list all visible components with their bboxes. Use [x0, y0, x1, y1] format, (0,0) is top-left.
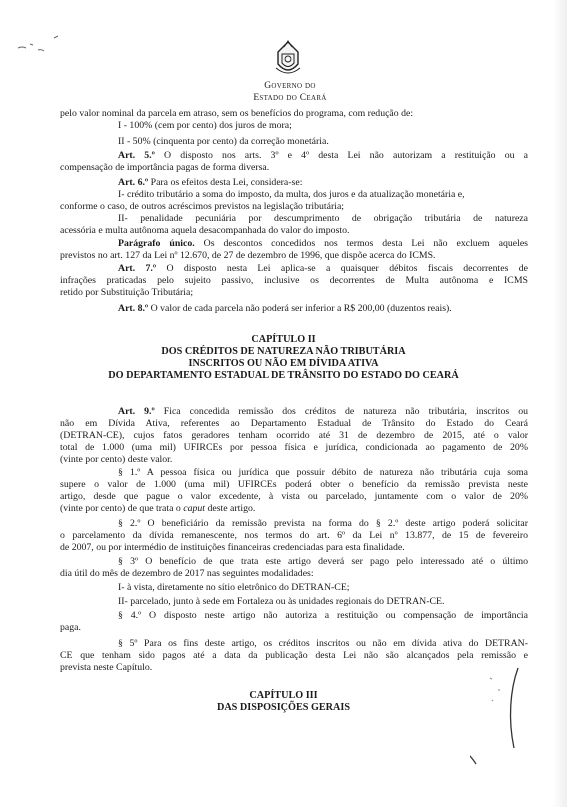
art6-label: Art. 6.º — [118, 177, 149, 188]
art6-ii-line-1: II- penalidade pecuniária por descumprimento de obrigação tributária de natureza — [118, 213, 528, 224]
art6-line-1: Art. 6.º Para os efeitos desta Lei, considera-se: — [118, 177, 303, 188]
p3-item-ii: II- parcelado, junto à sede em Fortaleza ou às unidades regionais do DETRAN-CE. — [118, 596, 445, 607]
art5-label: Art. 5.º — [118, 150, 155, 161]
paragrafo-line-1: Parágrafo único. Os descontos concedidos nos termos desta Lei não excluem aqueles — [118, 238, 528, 249]
p1-line-1: § 1.º A pessoa física ou jurídica que possuir débito de natureza não tributária cuja soma — [118, 467, 528, 478]
p5-line-1: § 5º Para os fins deste artigo, os créditos inscritos ou não em dívida ativa do DETRAN- — [118, 638, 528, 649]
p1-line-2: supere o valor de 1.000 (uma mil) UFIRCEs poderá obter o benefício da remissão prevista neste — [60, 479, 528, 490]
chapter2-subtitle-2: INSCRITOS OU NÃO EM DÍVIDA ATIVA — [188, 358, 379, 369]
art9-line-4: total de 1.000 (uma mil) UFIRCEs por pessoa física e jurídica, condicionada ao pagamento de 20% — [60, 442, 528, 453]
p2-line-2: o parcelamento da dívida remanescente, nos termos do art. 6º da Lei nº 13.877, de 15 de fevereiro — [60, 530, 528, 541]
p3-item-i: I- à vista, diretamente no sítio eletrônico do DETRAN-CE; — [118, 582, 350, 593]
paragrafo-label: Parágrafo único. — [118, 238, 195, 249]
header-line-2: Estado do Ceará — [253, 93, 327, 103]
chapter2-subtitle-1: DOS CRÉDITOS DE NATUREZA NÃO TRIBUTÁRIA — [161, 346, 406, 357]
intro-line: pelo valor nominal da parcela em atraso, sem os benefícios do programa, com redução de: — [60, 108, 414, 119]
art9-line-3: (DETRAN-CE), cujos fatos geradores tenham ocorrido até 31 de dezembro de 2015, até o valor — [60, 430, 528, 441]
art9-line-1: Art. 9.º Fica concedida remissão dos créditos de natureza não tributária, inscritos ou — [118, 406, 528, 417]
p4-line-2: paga. — [60, 622, 81, 633]
p1-line-3: artigo, desde que pague o valor excedente, à vista ou parcelado, juntamente com o valor de 20% — [60, 491, 528, 502]
art9-line-5: (vinte por cento) deste valor. — [60, 454, 173, 465]
p3-line-2: dia útil do mês de dezembro de 2017 nas seguintes modalidades: — [60, 568, 314, 579]
p2-line-1: § 2.º O beneficiário da remissão prevista na forma do § 2.º deste artigo poderá solicitar — [118, 518, 528, 529]
chapter2-subtitle-3: DO DEPARTAMENTO ESTADUAL DE TRÂNSITO DO ESTADO DO CEARÁ — [108, 370, 459, 381]
p1-line-4: (vinte por cento) de que trata o caput deste artigo. — [60, 503, 256, 514]
handwritten-marks — [14, 26, 74, 56]
art7-line-3: retido por Substituição Tributária; — [60, 287, 194, 298]
item-ii: II - 50% (cinquenta por cento) da correção monetária. — [118, 136, 329, 147]
header-line-1: Governo do — [264, 81, 316, 91]
art8-label: Art. 8.º — [118, 303, 149, 314]
p2-line-3: de 2007, ou por intermédio de instituições financeiras credenciadas para esta finalidade. — [60, 542, 405, 553]
art7-line-2: infrações praticadas pelo sujeito passivo, inclusive os decorrentes de Multa autônoma e ICMS — [60, 275, 528, 286]
p3-line-1: § 3º O benefício de que trata este artigo deverá ser pago pelo interessado até o último — [118, 556, 528, 567]
p5-line-2: CE que tenham sido pagos até a data da publicação desta Lei não são alcançados pela remissão e — [60, 650, 528, 661]
art9-line-2: não em Dívida Ativa, referentes ao Departamento Estadual de Trânsito do Estado do Ceará — [60, 418, 528, 429]
art5-line-1: Art. 5.º O disposto nos arts. 3º e 4º desta Lei não autorizam a restituição ou a — [118, 150, 529, 161]
art8-line: Art. 8.º O valor de cada parcela não poderá ser inferior a R$ 200,00 (duzentos reais). — [118, 303, 452, 314]
art9-label: Art. 9.º — [118, 406, 155, 417]
item-i: I - 100% (cem por cento) dos juros de mora; — [118, 120, 292, 131]
art6-i-line-2: conforme o caso, de outros acréscimos previstos na legislação tributária; — [60, 201, 345, 212]
art6-i-line-1: I- crédito tributário a soma do imposto, da multa, dos juros e da atualização monetária e, — [118, 189, 465, 200]
art5-line-2: compensação de importância pagas de forma diversa. — [60, 162, 270, 173]
chapter3-title: CAPÍTULO III — [249, 690, 318, 701]
handwritten-stroke — [470, 660, 560, 770]
chapter2-title: CAPÍTULO II — [251, 334, 316, 345]
paragrafo-line-2: previstos no art. 127 da Lei nº 12.670, de 27 de dezembro de 1996, que dispõe acerca do ICMS. — [60, 250, 436, 261]
art7-line-1: Art. 7.º O disposto nesta Lei aplica-se a quaisquer débitos fiscais decorrentes de — [118, 263, 529, 274]
p4-line-1: § 4.º O disposto neste artigo não autoriza a restituição ou compensação de importância — [118, 610, 528, 621]
government-header — [220, 80, 360, 104]
state-coat-of-arms-icon — [272, 38, 304, 78]
art6-ii-line-2: acessória e multa autônoma aquela desacompanhada do valor do imposto. — [60, 225, 350, 236]
art7-label: Art. 7.º — [118, 263, 157, 274]
chapter3-subtitle: DAS DISPOSIÇÕES GERAIS — [216, 702, 351, 713]
p5-line-3: prevista neste Capítulo. — [60, 662, 153, 673]
